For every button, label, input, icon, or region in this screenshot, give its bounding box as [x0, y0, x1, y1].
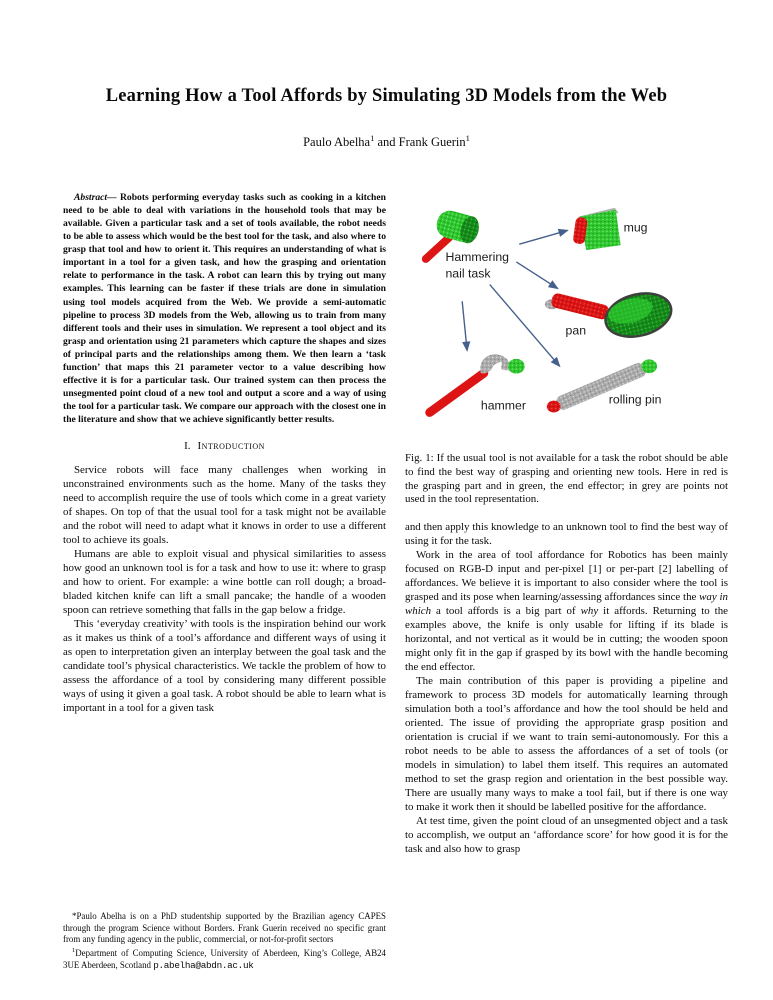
figure-label-hammering: Hammering [445, 250, 510, 265]
paper-title: Learning How a Tool Affords by Simulating 3D Models from the Web [105, 86, 668, 106]
abstract-body: Robots performing everyday tasks such as cooking in a kitchen need to be able to deal with variations in the household tools that may be available. Given a particular task and a set of tools available, the robot needs to be able to assess which would be the best tool for the task, and also where to grasp that tool and how to orient it. This requires an understanding of what is important in a tool for a given task, and how the grasping and orientation relate to performance in the task. A robot can learn this by trying out many examples. This learning can be faster if these trials are done in simulation using tool models acquired from the Web. We provide a semi-automatic pipeline to process 3D models from the Web, allowing us to train from many different tools and their uses in simulation. We represent a tool object and its grasp and orientation using 21 parameters which capture the shapes and sizes of principal parts and the relationships among them. We then learn a ‘task function’ that maps this 21 parameter vector to a value describing how effective it is for a particular task. Our trained system can then process the unsegmented point cloud of a new tool and output a score and a way of using the tool for a particular task. We compare our approach with the closest one in the literature and show that we achieve significantly better results. [63, 192, 386, 425]
author-2: and Frank Guerin [374, 135, 466, 150]
intro-paragraph-3: This ‘everyday creativity’ with tools is the inspiration behind our work as it makes us think of a tool’s affordance and different ways of using it as open to interpretation given an interplay between the goal task and the candidate tool’s physical characteristics. We tackle the problem of how to assess the affordance of a tool by considering many different possible ways of using it given a goal task. A robot should be able to learn what is important in a tool for a given task [63, 618, 386, 714]
pan-pointcloud [545, 287, 676, 343]
arrow-to-hammer [462, 301, 467, 350]
author-1: Paulo Abelha [303, 135, 371, 150]
right-column-text [405, 520, 728, 856]
figure-1-image [405, 194, 728, 442]
right-column [405, 191, 728, 971]
right-paragraph-4: At test time, given the point cloud of an unsegmented object and a task to accomplish, we output an ‘affordance score’ for how good it is for the task and also how to grasp [405, 814, 728, 855]
section-title: Introduction [197, 440, 265, 452]
two-column-body [0, 191, 773, 971]
arrow-to-pan [516, 262, 557, 289]
left-column [63, 191, 386, 971]
figure-label-rolling-pin: rolling pin [608, 392, 662, 407]
emphasis-way-in-which: way in which [405, 590, 728, 617]
figure-label-mug: mug [623, 220, 648, 235]
emphasis-why: why [580, 604, 599, 617]
funding-footnote: *Paulo Abelha is on a PhD studentship supported by the Brazilian agency CAPES through the program Science without Borders. Frank Guerin received no specific grant from any funding agency in the public, commercial, or not-for-profit sectors [63, 911, 386, 944]
intro-paragraph-2: Humans are able to exploit visual and physical similarities to assess how good an unknown tool is for a task and how to use it: where to grasp and how to orient. For example: a wine bottle can roll dough; a broad-bladed kitchen knife can lift a small pancake; the handle of a wooden spoon can retrieve something that falls in the gap below a fridge. [63, 548, 386, 616]
introduction-text [63, 463, 386, 715]
affiliation-mark: 1 [72, 947, 76, 955]
affiliation-text: Department of Computing Science, University of Aberdeen, King’s College, AB24 3UE Aberdeen, Scotland [63, 948, 386, 970]
arrow-to-mug [519, 231, 567, 245]
right-paragraph-2-text-b: a tool affords is a big part of [431, 604, 581, 617]
right-paragraph-2-text-c: it affords. Returning to the examples above, the knife is only usable for lifting if its blade is horizontal, and not vertical as it would be in cutting; the wooden spoon might only fit in the gap if grasped by its bowl with the handle becoming the end effector. [405, 604, 728, 673]
intro-paragraph-1: Service robots will face many challenges when working in unconstrained environments such as the home. Many of the tasks they need to accomplish require the use of tools which come in a great variety of shapes. On top of that the usual tool for a task might not be available and the robot will need to adapt what it knows in order to use a different tool to achieve its goals. [63, 464, 386, 546]
contact-email: p.abelha@abdn.ac.uk [153, 959, 254, 971]
figure-1 [405, 191, 728, 442]
arrow-to-rolling-pin [490, 285, 560, 367]
author-2-affiliation-mark: 1 [465, 133, 470, 143]
section-number: I. [184, 440, 191, 452]
right-paragraph-1: and then apply this knowledge to an unknown tool to find the best way of using it for the task. [405, 520, 728, 547]
figure-label-pan: pan [565, 323, 587, 338]
affiliation-footnote [63, 945, 386, 971]
abstract [63, 191, 386, 426]
figure-1-caption: Fig. 1: If the usual tool is not available for a task the robot should be able to find the best way of grasping and orienting new tools. Here in red is the grasping part and in green, the end effector; in grey are points not used in the tool representation. [405, 452, 728, 506]
right-paragraph-2-text: Work in the area of tool affordance for Robotics has been mainly focused on RGB-D input and per-pixel [1] or per-part [2] labelling of affordances. We believe it is important to also consider where the tool is grasped and its pose when learning/assessing affordances since the [405, 548, 728, 603]
section-heading-introduction [63, 440, 386, 452]
right-paragraph-2 [405, 548, 728, 674]
footnotes [63, 911, 386, 971]
paper-authors [0, 133, 773, 150]
mug-pointcloud [573, 208, 621, 250]
abstract-lead: Abstract— [74, 192, 117, 204]
right-paragraph-3: The main contribution of this paper is providing a pipeline and framework to process 3D models for automatically learning through simulation both a tool’s affordance and how the tool should be held and oriented. The issue of providing the appropriate grasp position and orientation is crucial if we want to train semi-autonomously. For this a robot needs to be able to assess the affordances of a set of tools (or models in simulation) to label them itself. This requires an automated method to set the grasp region and orientation in the best possible way. There are usually many ways to make a tool fail, but if there is one way to make it work then it should be labelled positive for the affordance. [405, 674, 728, 813]
figure-label-hammer: hammer [480, 398, 526, 413]
figure-label-nail-task: nail task [445, 266, 491, 281]
author-1-affiliation-mark: 1 [370, 133, 375, 143]
